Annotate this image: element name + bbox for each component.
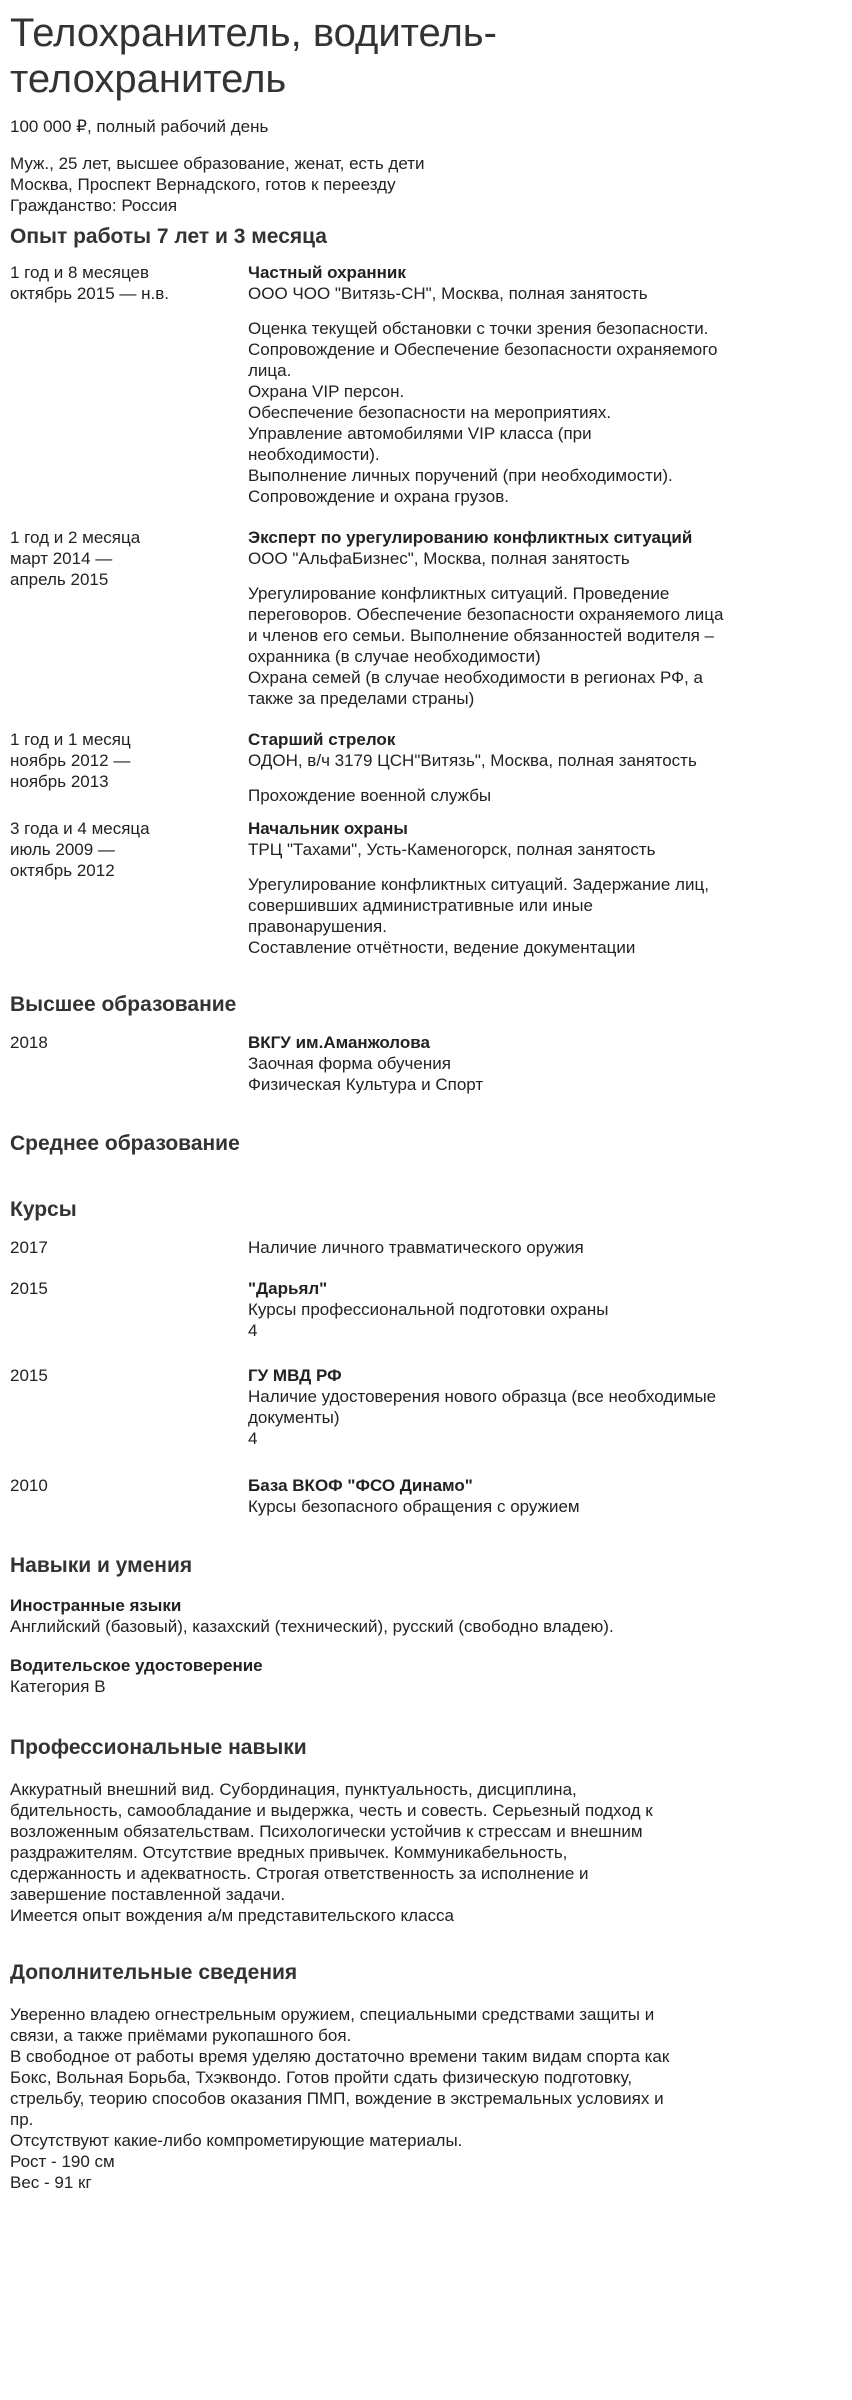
job-dates [10,729,248,806]
text-line: Уверенно владею огнестрельным оружием, специальными средствами защиты и [10,2005,655,2024]
job-duration: 1 год и 8 месяцев [10,263,150,282]
job-position: Начальник охраны [248,819,408,838]
course-name: "Дарьял" [248,1279,328,1298]
job-desc-line: Охрана VIP персон. [248,382,405,401]
job-desc-line: Составление отчётности, ведение документации [248,938,636,957]
job-desc-line: охранника (в случае необходимости) [248,647,541,666]
course-entry [10,1237,842,1258]
education-year: 2018 [10,1033,48,1052]
text-line: В свободное от работы время уделяю достаточно времени таким видам спорта как [10,2047,670,2066]
skills-title: Навыки и умения [10,1554,193,1577]
job-details [248,818,842,958]
job-period: июль 2009 — [10,840,115,859]
course-entry [10,1475,842,1517]
job-details [248,729,842,806]
job-position: Эксперт по урегулированию конфликтных ситуаций [248,528,693,547]
text-line: связи, а также приёмами рукопашного боя. [10,2026,352,2045]
job-entry [10,729,842,806]
job-entry [10,262,842,507]
course-name: База ВКОФ "ФСО Динамо" [248,1476,473,1495]
text-line: Аккуратный внешний вид. Субординация, пунктуальность, дисциплина, [10,1780,577,1799]
text-line: Вес - 91 кг [10,2173,92,2192]
higher-education-title: Высшее образование [10,993,237,1016]
salary: 100 000 ₽, полный рабочий день [10,117,269,136]
course-line: Курсы профессиональной подготовки охраны [248,1300,609,1319]
text-line: бдительность, самообладание и выдержка, честь и совесть. Серьезный подход к [10,1801,653,1820]
course-details [248,1278,842,1341]
course-entry [10,1278,842,1341]
job-desc-line: Выполнение личных поручений (при необходимости). [248,466,673,485]
job-desc-line: и членов его семьи. Выполнение обязанностей водителя – [248,626,715,645]
job-duration: 1 год и 2 месяца [10,528,141,547]
job-company: ТРЦ "Тахами", Усть-Каменогорск, полная занятость [248,840,656,859]
course-year: 2015 [10,1279,48,1298]
job-company: ОДОН, в/ч 3179 ЦСН"Витязь", Москва, полная занятость [248,751,697,770]
job-desc-line: также за пределами страны) [248,689,475,708]
education-institution: ВКГУ им.Аманжолова [248,1033,430,1052]
job-entry [10,818,842,958]
courses-title: Курсы [10,1198,77,1221]
course-year: 2010 [10,1476,48,1495]
course-line: 4 [248,1429,258,1448]
job-desc-line: Урегулирование конфликтных ситуаций. Задержание лиц, [248,875,709,894]
languages-label: Иностранные языки [10,1596,182,1615]
secondary-education-title: Среднее образование [10,1132,240,1155]
title-line: Телохранитель, водитель- [10,11,497,55]
course-details [248,1237,842,1258]
job-duration: 1 год и 1 месяц [10,730,131,749]
job-position: Старший стрелок [248,730,396,749]
job-period: март 2014 — [10,549,113,568]
additional-info-text [10,2004,842,2193]
professional-skills-text [10,1779,842,1926]
text-line: возложенным обязательствам. Психологически устойчив к стрессам и внешним [10,1822,643,1841]
license-label: Водительское удостоверение [10,1656,263,1675]
job-description [248,318,842,507]
text-line: сдержанность и адекватность. Строгая ответственность за исполнение и [10,1864,589,1883]
job-desc-line: Прохождение военной службы [248,786,492,805]
job-duration: 3 года и 4 месяца [10,819,150,838]
job-description [248,785,842,806]
resume-title [10,0,842,102]
personal-line: Москва, Проспект Вернадского, готов к переезду [10,175,396,194]
course-line: Наличие личного травматического оружия [248,1238,584,1257]
job-description [248,874,842,958]
course-year: 2015 [10,1366,48,1385]
job-desc-line: правонарушения. [248,917,387,936]
job-desc-line: Охрана семей (в случае необходимости в регионах РФ, а [248,668,703,687]
job-entry [10,527,842,709]
education-details [248,1032,842,1095]
job-desc-line: Обеспечение безопасности на мероприятиях. [248,403,612,422]
text-line: Рост - 190 см [10,2152,115,2171]
text-line: Бокс, Вольная Борьба, Тхэквондо. Готов пройти сдать физическую подготовку, [10,2068,633,2087]
text-line: пр. [10,2110,34,2129]
job-details [248,527,842,709]
personal-line: Гражданство: Россия [10,196,178,215]
job-desc-line: Сопровождение и охрана грузов. [248,487,509,506]
education-line: Заочная форма обучения [248,1054,451,1073]
course-details [248,1475,842,1517]
job-company: ООО ЧОО "Витязь-СН", Москва, полная занятость [248,284,648,303]
job-period: октябрь 2015 — н.в. [10,284,169,303]
job-dates [10,262,248,507]
text-line: Имеется опыт вождения а/м представительского класса [10,1906,454,1925]
experience-title: Опыт работы 7 лет и 3 месяца [10,225,327,248]
job-desc-line: Сопровождение и Обеспечение безопасности охраняемого [248,340,718,359]
job-dates [10,818,248,958]
job-dates [10,527,248,709]
course-line: Наличие удостоверения нового образца (все необходимые [248,1387,717,1406]
additional-info-title: Дополнительные сведения [10,1961,298,1984]
job-desc-line: совершивших административные или иные [248,896,593,915]
job-desc-line: Урегулирование конфликтных ситуаций. Проведение [248,584,670,603]
personal-info [10,153,842,216]
personal-line: Муж., 25 лет, высшее образование, женат, есть дети [10,154,425,173]
job-description [248,583,842,709]
languages-value: Английский (базовый), казахский (технический), русский (свободно владею). [10,1617,614,1636]
job-company: ООО "АльфаБизнес", Москва, полная занятость [248,549,630,568]
languages-block [10,1595,842,1637]
job-desc-line: переговоров. Обеспечение безопасности охраняемого лица [248,605,724,624]
course-year: 2017 [10,1238,48,1257]
course-line: документы) [248,1408,340,1427]
job-details [248,262,842,507]
text-line: Отсутствуют какие-либо компрометирующие материалы. [10,2131,463,2150]
job-desc-line: необходимости). [248,445,380,464]
course-line: Курсы безопасного обращения с оружием [248,1497,580,1516]
license-block [10,1655,842,1697]
job-position: Частный охранник [248,263,406,282]
license-value: Категория B [10,1677,106,1696]
text-line: раздражителям. Отсутствие вредных привычек. Коммуникабельность, [10,1843,568,1862]
text-line: завершение поставленной задачи. [10,1885,286,1904]
job-desc-line: Управление автомобилями VIP класса (при [248,424,592,443]
course-line: 4 [248,1321,258,1340]
course-details [248,1365,842,1449]
job-period: ноябрь 2012 — [10,751,131,770]
course-name: ГУ МВД РФ [248,1366,342,1385]
job-desc-line: лица. [248,361,292,380]
course-entry [10,1365,842,1449]
professional-skills-title: Профессиональные навыки [10,1736,307,1759]
education-entry [10,1032,842,1095]
education-line: Физическая Культура и Спорт [248,1075,484,1094]
text-line: стрельбу, теорию способов оказания ПМП, вождение в экстремальных условиях и [10,2089,664,2108]
job-desc-line: Оценка текущей обстановки с точки зрения безопасности. [248,319,709,338]
job-period: апрель 2015 [10,570,109,589]
title-line: телохранитель [10,57,287,101]
job-period: ноябрь 2013 [10,772,109,791]
job-period: октябрь 2012 [10,861,115,880]
